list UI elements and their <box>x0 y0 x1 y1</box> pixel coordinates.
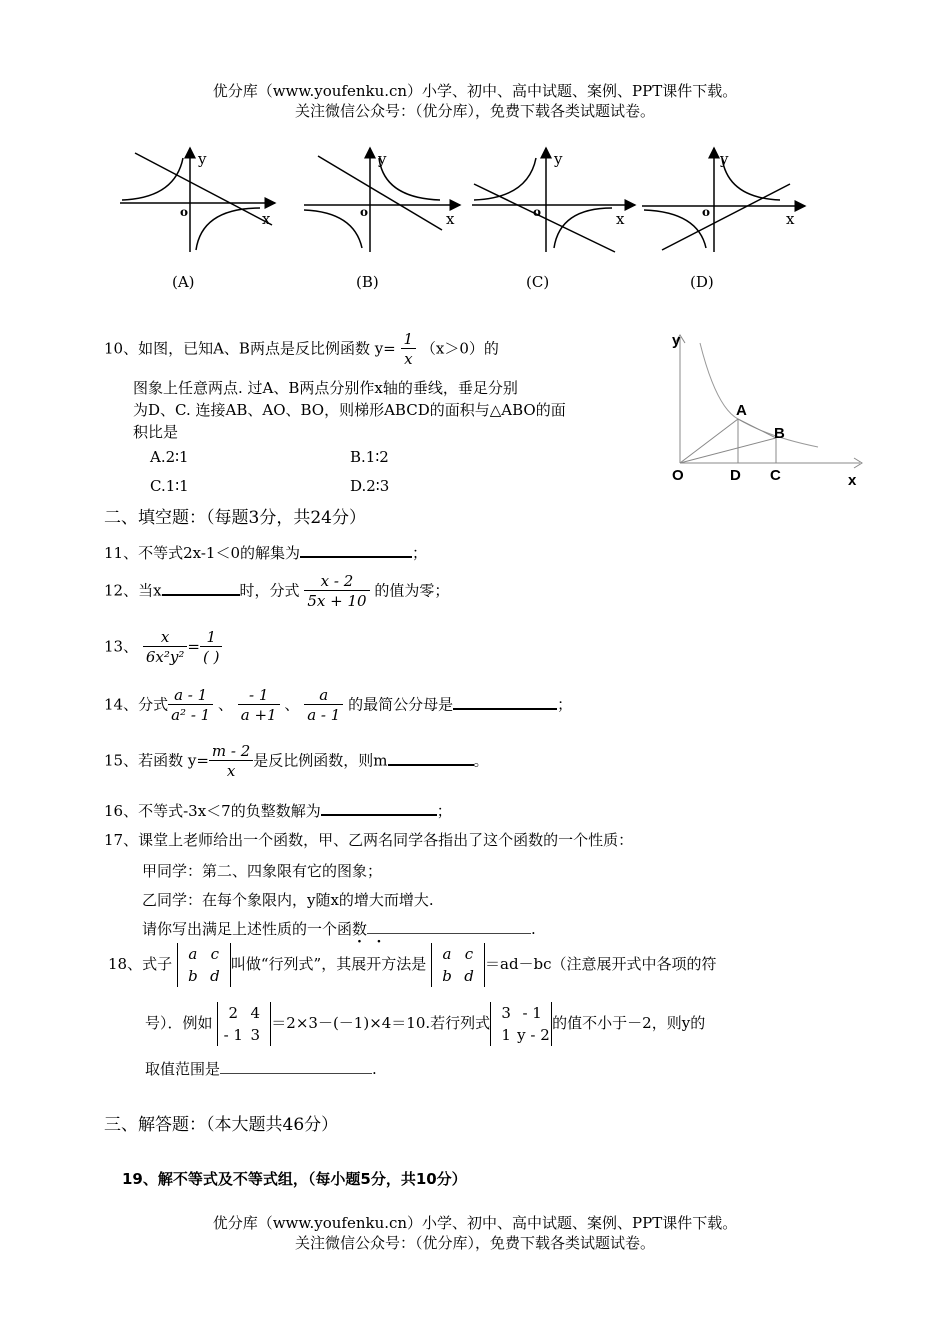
graph-b-hyperbola-left <box>304 210 362 248</box>
graph-d-y-label: y <box>720 150 729 168</box>
q10-fig-curve <box>700 343 818 447</box>
graph-a-hyperbola-left <box>122 158 183 200</box>
q10-line-2: 图象上任意两点. 过A、B两点分别作x轴的垂线，垂足分别 <box>133 379 518 397</box>
q10-fig-ao <box>680 419 738 463</box>
graph-b-y-label: y <box>378 150 387 168</box>
q10-fig-x-label: x <box>848 472 857 489</box>
q12: 12、当x 时，分式 $\frac{x - 2}{5x + 10}$ 的值为零； <box>104 572 450 610</box>
graph-label-b: (B) <box>356 273 379 291</box>
q18-answer-blank[interactable] <box>220 1059 372 1074</box>
q18-det-generic-1: a c b d <box>177 943 231 987</box>
graph-c-hyperbola-right <box>554 208 612 248</box>
q14: 14、分式 $\frac{a - 1}{\text{a² - 1}}$ 、 $\frac{- 1}{a +1}$ 、 $\frac{a}{a - 1}$ 的最简公分母是 ； <box>104 686 573 724</box>
graph-b-origin: o <box>360 205 369 219</box>
graph-c-y-label: y <box>554 150 563 168</box>
graph-label-c: (C) <box>526 273 550 291</box>
q13: 13、 $\frac{x}{\text{6x²y²}}$ = $\frac{1}{( )}$ <box>104 628 222 667</box>
q15-answer-blank[interactable] <box>388 750 474 766</box>
q10-fig-c-label: C <box>770 467 781 484</box>
graph-d <box>642 148 805 252</box>
q18-det-example: 2 4 - 1 3 <box>217 1002 271 1046</box>
q10-option-b: B.1∶2 <box>350 448 389 466</box>
q19-title: 19、解不等式及不等式组，（每小题5分，共10分） <box>122 1170 467 1188</box>
q17-line-1: 17、课堂上老师给出一个函数，甲、乙两名同学各指出了这个函数的一个性质： <box>104 831 634 849</box>
q11-answer-blank[interactable] <box>300 542 412 558</box>
q10-option-c: C.1∶1 <box>150 477 189 495</box>
footer-line-2: 关注微信公众号：（优分库），免费下载各类试题试卷。 <box>294 1234 655 1252</box>
graph-c <box>472 148 635 252</box>
q12-answer-blank[interactable] <box>162 580 240 596</box>
q16-answer-blank[interactable] <box>321 800 437 816</box>
graph-label-d: (D) <box>690 273 714 291</box>
header-line-2: 关注微信公众号：（优分库），免费下载各类试题试卷。 <box>294 102 655 120</box>
q16: 16、不等式-3x＜7的负整数解为 ； <box>104 802 452 820</box>
q10-line-1: 10、如图，已知A、B两点是反比例函数 y= $\frac{1}{x}$ （x＞0）的 <box>104 330 499 368</box>
graph-a-y-label: y <box>198 150 207 168</box>
q18-line-2: 号）．例如 2 4 - 1 3＝2×3－(－1)×4＝10.若行列式3 - 1 1 y - 2的值不小于－2，则y的 <box>145 1004 706 1044</box>
q18-line-1: 18、式子 a c b d叫做“行列式”，其展开方法是 a c b d＝ad－bc（注意展开式中各项的符 <box>108 945 717 985</box>
q11: 11、不等式2x-1＜0的解集为 ； <box>104 544 427 562</box>
q10-line-4: 积比是 <box>133 423 179 441</box>
q17-line-3: 乙同学：在每个象限内，y随x的增大而增大. <box>142 891 434 909</box>
q17-line-2: 甲同学：第二、四象限有它的图象； <box>142 862 383 880</box>
q15: 15、若函数 y= $\frac{m - 2}{x}$ 是反比例函数，则m 。 <box>104 742 489 780</box>
q10-fig-a-label: A <box>736 402 747 419</box>
graph-c-line <box>474 184 615 252</box>
graph-b-x-label: x <box>446 210 455 228</box>
graph-a-x-label: x <box>262 210 271 228</box>
q10-line-3: 为D、C. 连接AB、AO、BO，则梯形ABCD的面积与△ABO的面 <box>133 401 566 419</box>
graph-d-x-label: x <box>786 210 795 228</box>
q10-figure <box>660 325 870 495</box>
graph-b <box>304 148 460 252</box>
q14-answer-blank[interactable] <box>453 694 557 710</box>
graph-d-origin: o <box>702 205 711 219</box>
q10-fig-ab <box>738 419 776 438</box>
graph-a-origin: o <box>180 205 189 219</box>
graph-label-a: (A) <box>172 273 195 291</box>
graph-c-origin: o <box>533 205 542 219</box>
footer-line-1: 优分库（www.youfenku.cn）小学、初中、高中试题、案例、PPT课件下载。 <box>212 1214 738 1232</box>
q10-fig-b-label: B <box>774 425 785 442</box>
header-line-1: 优分库（www.youfenku.cn）小学、初中、高中试题、案例、PPT课件下载。 <box>212 82 738 100</box>
q10-option-a: A.2∶1 <box>150 448 189 466</box>
q10-fig-d-label: D <box>730 467 741 484</box>
graph-c-x-label: x <box>616 210 625 228</box>
q10-fig-bo <box>680 438 776 463</box>
q18-line-3: 取值范围是 . <box>145 1060 377 1078</box>
q17-line-4: 请你写出满足上述性质的一个函数 . <box>142 920 536 938</box>
graph-b-hyperbola-right <box>379 158 440 200</box>
section-3-title: 三、解答题：（本大题共46分） <box>104 1115 339 1135</box>
graph-d-hyperbola-left <box>644 210 706 248</box>
q18-det-generic-2: a c b d <box>431 943 485 987</box>
section-2-title: 二、填空题：（每题3分，共24分） <box>104 508 366 528</box>
emphasis-dots: · · <box>357 934 382 950</box>
q10-fig-y-label: y <box>672 332 681 349</box>
q18-det-problem: 3 - 1 1 y - 2 <box>490 1002 552 1046</box>
graph-c-hyperbola-left <box>474 158 536 200</box>
graph-a <box>120 148 275 252</box>
q17-answer-blank[interactable] <box>367 919 531 934</box>
q10-fig-o-label: O <box>672 467 684 484</box>
q10-option-d: D.2∶3 <box>350 477 390 495</box>
